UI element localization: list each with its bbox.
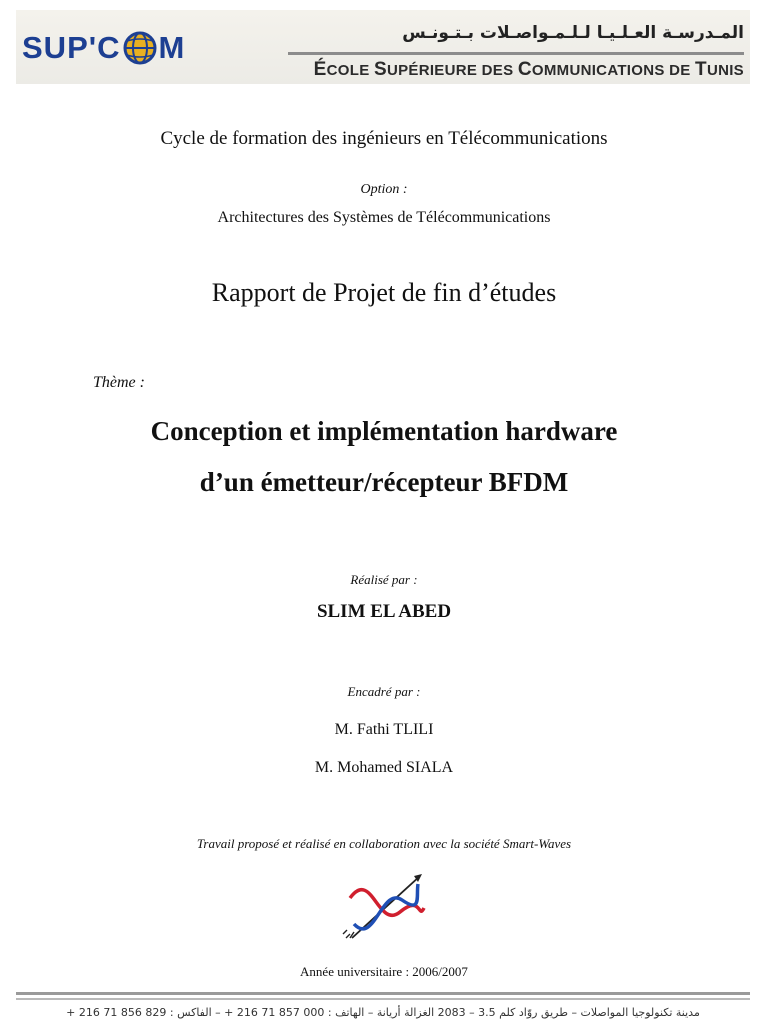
address-footer	[16, 990, 750, 1024]
school-name-part: OMMUNICATIONS DE	[531, 62, 696, 79]
footer-divider	[16, 998, 750, 1000]
school-name-initial: T	[695, 59, 707, 80]
supcom-logo	[22, 24, 185, 72]
collaboration-note: Travail proposé et réalisé en collaboration avec la société Smart-Waves	[196, 836, 572, 851]
supervisor-name: M. Fathi TLILI	[334, 721, 434, 738]
theme-label: Thème :	[93, 374, 145, 391]
school-header	[16, 10, 750, 84]
school-name-initial: É	[313, 59, 327, 80]
school-name-initial: C	[517, 59, 532, 80]
smart-waves-logo	[338, 868, 430, 950]
option-value: Architectures des Systèmes de Télécommunications	[217, 209, 551, 226]
globe-icon	[122, 30, 158, 66]
supervisor-name: M. Mohamed SIALA	[314, 759, 454, 776]
school-name-part: UNIS	[706, 62, 744, 79]
theme-title-line-1: Conception et implémentation hardware	[150, 416, 618, 446]
author-label: Réalisé par :	[350, 572, 418, 587]
report-title: Rapport de Projet de fin d’études	[211, 278, 557, 307]
author-name: SLIM EL ABED	[316, 601, 452, 622]
school-name-french	[288, 59, 744, 81]
school-name-part: COLE	[326, 62, 374, 79]
logo-text-end: M	[158, 30, 186, 65]
supervisors-label: Encadré par :	[347, 684, 421, 699]
academic-year: Année universitaire : 2006/2007	[300, 964, 468, 979]
header-divider	[288, 52, 744, 55]
school-name-block	[288, 16, 744, 81]
theme-title-line-2: d’un émetteur/récepteur BFDM	[199, 467, 569, 497]
footer-divider	[16, 992, 750, 995]
program-cycle: Cycle de formation des ingénieurs en Télécommunications	[160, 128, 608, 149]
option-label: Option :	[360, 182, 408, 197]
logo-text-start: SUP'C	[22, 30, 121, 65]
school-name-initial: S	[373, 59, 387, 80]
footer-address: مدينة تكنولوجيا المواصلات – طريق روّاد كلم 3.5 – 2083 الغزالة أريانة – الهاتف : 000 857 71 216 + – الفاكس : 829 856 71 216 +	[66, 1006, 700, 1019]
school-name-part: UPÉRIEURE DES	[386, 62, 518, 79]
school-name-arabic: المـدرسـة العـلـيـا لـلـمـواصـلات بـتـونـس	[402, 23, 744, 43]
